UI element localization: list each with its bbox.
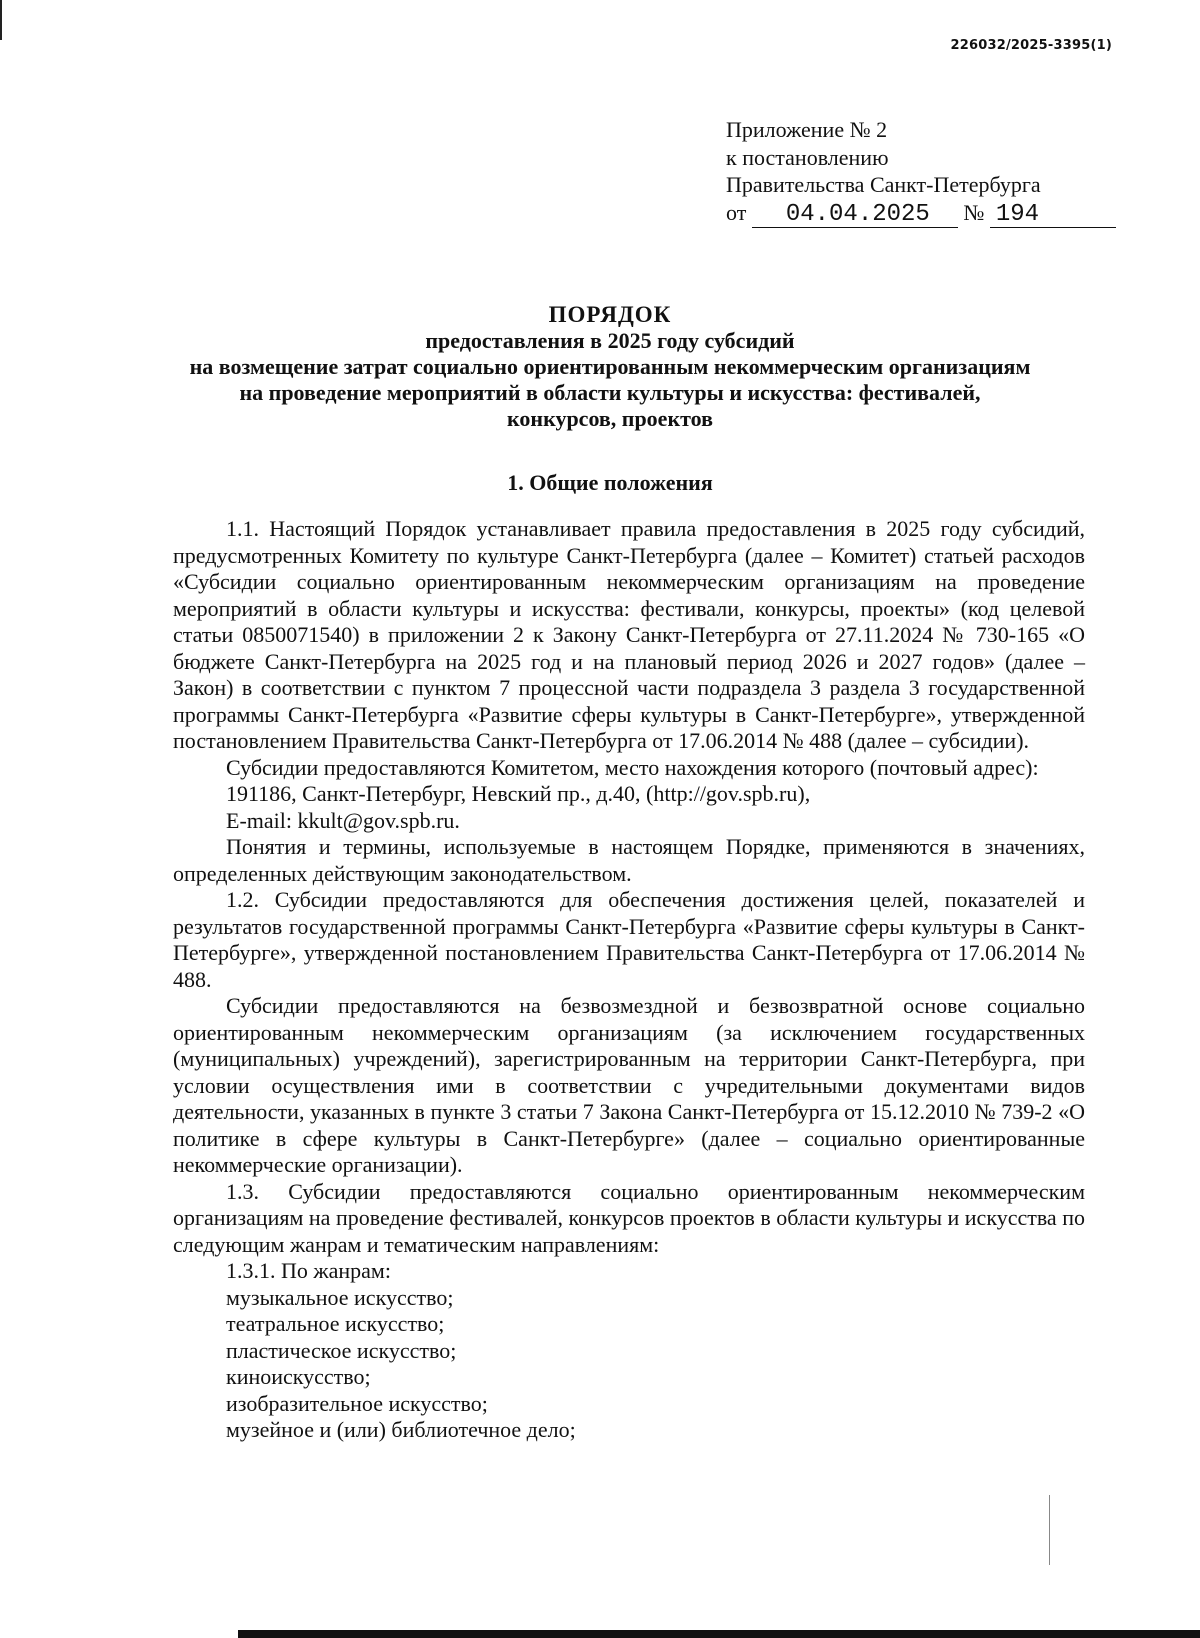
paragraph-basis: Субсидии предоставляются на безвозмездной и безвозвратной основе социально ориентированным некоммерческим организациям (за исключением государственных (муниципальных) учреждений), зарегистрированным на территории Санкт-Петербурга, при условии осуществления ими в соответствии с учредительными документами видов деятельности, указанных в пункте 3 статьи 7 Закона Санкт-Петербурга от 15.12.2010 № 739-2 «О политике в сфере культуры в Санкт-Петербурге» (далее – социально ориентированные некоммерческие организации). — [173, 993, 1085, 1177]
paragraph-1-2: 1.2. Субсидии предоставляются для обеспечения достижения целей, показателей и результатов государственной программы Санкт-Петербурга «Развитие сферы культуры в Санкт-Петербурге», утвержденной постановлением Правительства Санкт-Петербурга от 17.06.2014 № 488. — [173, 887, 1085, 992]
appendix-date-line — [726, 199, 1116, 228]
appendix-number: 194 — [990, 203, 1116, 228]
paragraph-terms: Понятия и термины, используемые в настоящем Порядке, применяются в значениях, определенных действующим законодательством. — [173, 834, 1085, 886]
appendix-line-3: Правительства Санкт-Петербурга — [726, 172, 1041, 197]
appendix-number-label: № — [963, 199, 985, 225]
list-item: театральное искусство; — [226, 1311, 445, 1336]
appendix-from-label: от — [726, 199, 747, 225]
list-item: пластическое искусство; — [226, 1337, 457, 1363]
list-item: музейное и (или) библиотечное дело; — [226, 1417, 576, 1442]
document-body — [173, 516, 1085, 1444]
section-heading: 1. Общие положения — [507, 470, 713, 495]
title-line-2: на возмещение затрат социально ориентированным некоммерческим организациям — [189, 354, 1031, 379]
genre-list — [173, 1285, 1085, 1444]
list-item: музыкальное искусство; — [226, 1284, 454, 1310]
paragraph-subsidy-provider: Субсидии предоставляются Комитетом, место нахождения которого (почтовый адрес): — [226, 754, 1039, 780]
paragraph-1-1: 1.1. Настоящий Порядок устанавливает правила предоставления в 2025 году субсидий, предусмотренных Комитету по культуре Санкт-Петербурга (далее – Комитет) статьей расходов «Субсидии социально ориентированным некоммерческим организациям на проведение мероприятий в области культуры и искусства: фестивали, конкурсы, проекты» (код целевой статьи 0850071540) в приложении 2 к Закону Санкт-Петербурга от 27.11.2024 № 730-165 «О бюджете Санкт-Петербурга на 2025 год и на плановый период 2026 и 2027 годов» (далее – Закон) в соответствии с пунктом 7 процессной части подраздела 3 раздела 3 государственной программы Санкт-Петербурга «Развитие сферы культуры в Санкт-Петербурге», утвержденной постановлением Правительства Санкт-Петербурга от 17.06.2014 № 488 (далее – субсидии). — [173, 516, 1085, 753]
title-line-1: предоставления в 2025 году субсидий — [425, 328, 795, 353]
title-line-3: на проведение мероприятий в области культуры и искусства: фестивалей, — [239, 380, 981, 405]
paragraph-1-3-1: 1.3.1. По жанрам: — [226, 1258, 391, 1283]
scan-edge-left — [0, 0, 2, 40]
paragraph-1-3: 1.3. Субсидии предоставляются социально ориентированным некоммерческим организациям на проведение фестивалей, конкурсов проектов в области культуры и искусства по следующим жанрам и тематическим направлениям: — [173, 1178, 1085, 1257]
title-main: ПОРЯДОК — [548, 302, 672, 327]
title-line-4: конкурсов, проектов — [507, 406, 713, 431]
scan-artifact — [1049, 1495, 1050, 1565]
paragraph-address: 191186, Санкт-Петербург, Невский пр., д.40, (http://gov.spb.ru), — [226, 781, 811, 806]
appendix-block — [726, 116, 1116, 228]
list-item: киноискусство; — [226, 1364, 371, 1389]
document-id: 226032/2025-3395(1) — [950, 38, 1112, 53]
appendix-line-2: к постановлению — [726, 144, 889, 170]
document-title — [140, 302, 1080, 432]
appendix-line-1: Приложение № 2 — [726, 117, 888, 142]
scan-edge-bottom — [238, 1630, 1200, 1638]
appendix-date: 04.04.2025 — [752, 203, 958, 228]
list-item: изобразительное искусство; — [226, 1390, 488, 1416]
paragraph-email: E-mail: kkult@gov.spb.ru. — [226, 807, 460, 833]
